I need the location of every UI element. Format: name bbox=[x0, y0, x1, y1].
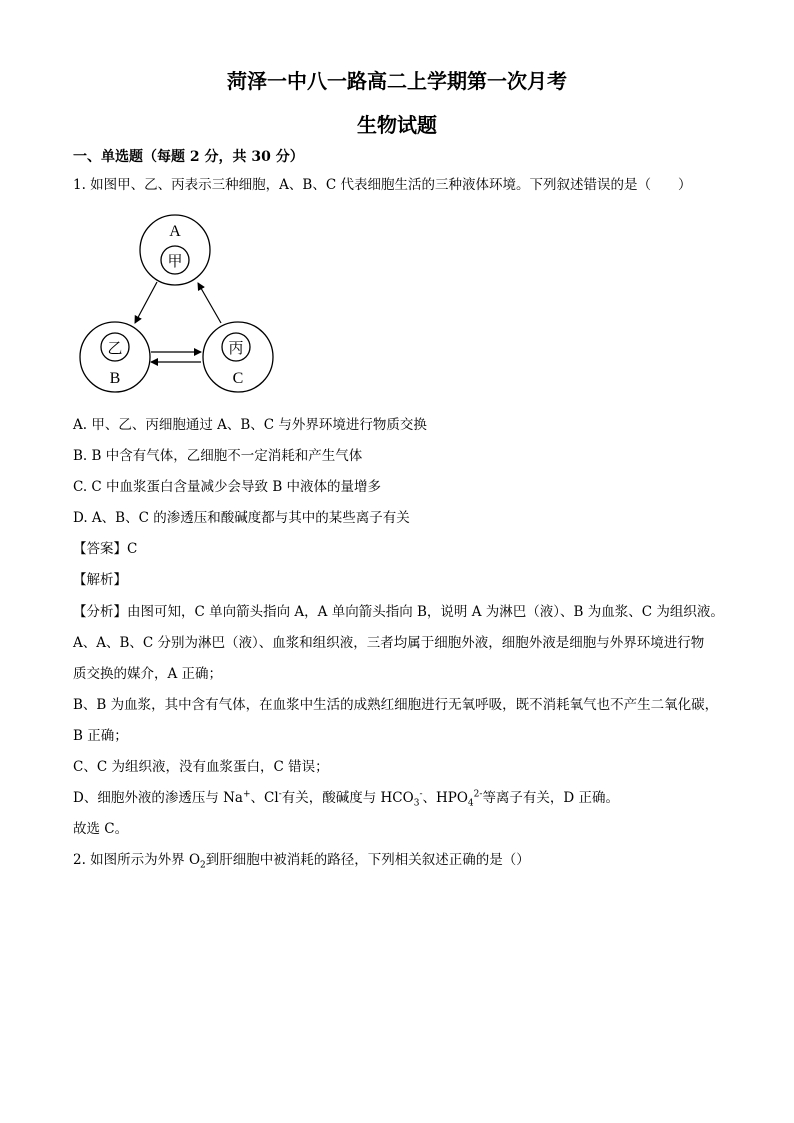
analysis-line-7: D、细胞外液的渗透压与 Na+、Cl-有关，酸碱度与 $HCO_3^-$、$HPO_4^{2-}$等离子有关，D 正确。 bbox=[73, 789, 620, 809]
section-heading: 一、单选题（每题 2 分，共 30 分） bbox=[73, 149, 304, 165]
body-fluid-diagram bbox=[74, 212, 279, 397]
answer-line: 【答案】C bbox=[73, 541, 138, 557]
label-jia: 甲 bbox=[167, 252, 183, 270]
arrow-c-to-a bbox=[198, 283, 221, 323]
label-c: C bbox=[232, 370, 244, 387]
option-b: B. B 中含有气体，乙细胞不一定消耗和产生气体 bbox=[73, 448, 363, 464]
conclusion-line: 故选 C。 bbox=[73, 821, 129, 837]
label-b: B bbox=[109, 370, 121, 387]
analysis-line-2: A、A、B、C 分别为淋巴（液）、血浆和组织液，三者均属于细胞外液，细胞外液是细胞与外界环境进行物 bbox=[73, 635, 705, 651]
label-bing: 丙 bbox=[228, 339, 244, 357]
question-2-stem: 2. 如图所示为外界 $O_2$到肝细胞中被消耗的路径，下列相关叙述正确的是（） bbox=[73, 852, 530, 871]
analysis-line-5: B 正确； bbox=[73, 728, 128, 744]
question-1-stem: 1. 如图甲、乙、丙表示三种细胞，A、B、C 代表细胞生活的三种液体环境。下列叙述错误的是（ ） bbox=[73, 177, 692, 193]
analysis-label: 【解析】 bbox=[73, 572, 127, 588]
label-yi: 乙 bbox=[107, 339, 123, 357]
option-d: D. A、B、C 的渗透压和酸碱度都与其中的某些离子有关 bbox=[73, 510, 410, 526]
arrow-a-to-b bbox=[135, 282, 157, 323]
analysis-line-1: 【分析】由图可知，C 单向箭头指向 A，A 单向箭头指向 B，说明 A 为淋巴（液）、B 为血浆、C 为组织液。 bbox=[73, 604, 724, 620]
option-c: C. C 中血浆蛋白含量减少会导致 B 中液体的量增多 bbox=[73, 479, 382, 495]
label-a: A bbox=[169, 223, 181, 240]
exam-subtitle: 生物试题 bbox=[357, 113, 437, 137]
exam-title: 菏泽一中八一路高二上学期第一次月考 bbox=[227, 69, 567, 93]
option-a: A. 甲、乙、丙细胞通过 A、B、C 与外界环境进行物质交换 bbox=[73, 417, 427, 433]
analysis-line-6: C、C 为组织液，没有血浆蛋白，C 错误； bbox=[73, 759, 329, 775]
analysis-line-3: 质交换的媒介，A 正确； bbox=[73, 666, 223, 682]
analysis-line-4: B、B 为血浆，其中含有气体，在血浆中生活的成熟红细胞进行无氧呼吸，既不消耗氧气也不产生二氧化碳， bbox=[73, 697, 719, 713]
